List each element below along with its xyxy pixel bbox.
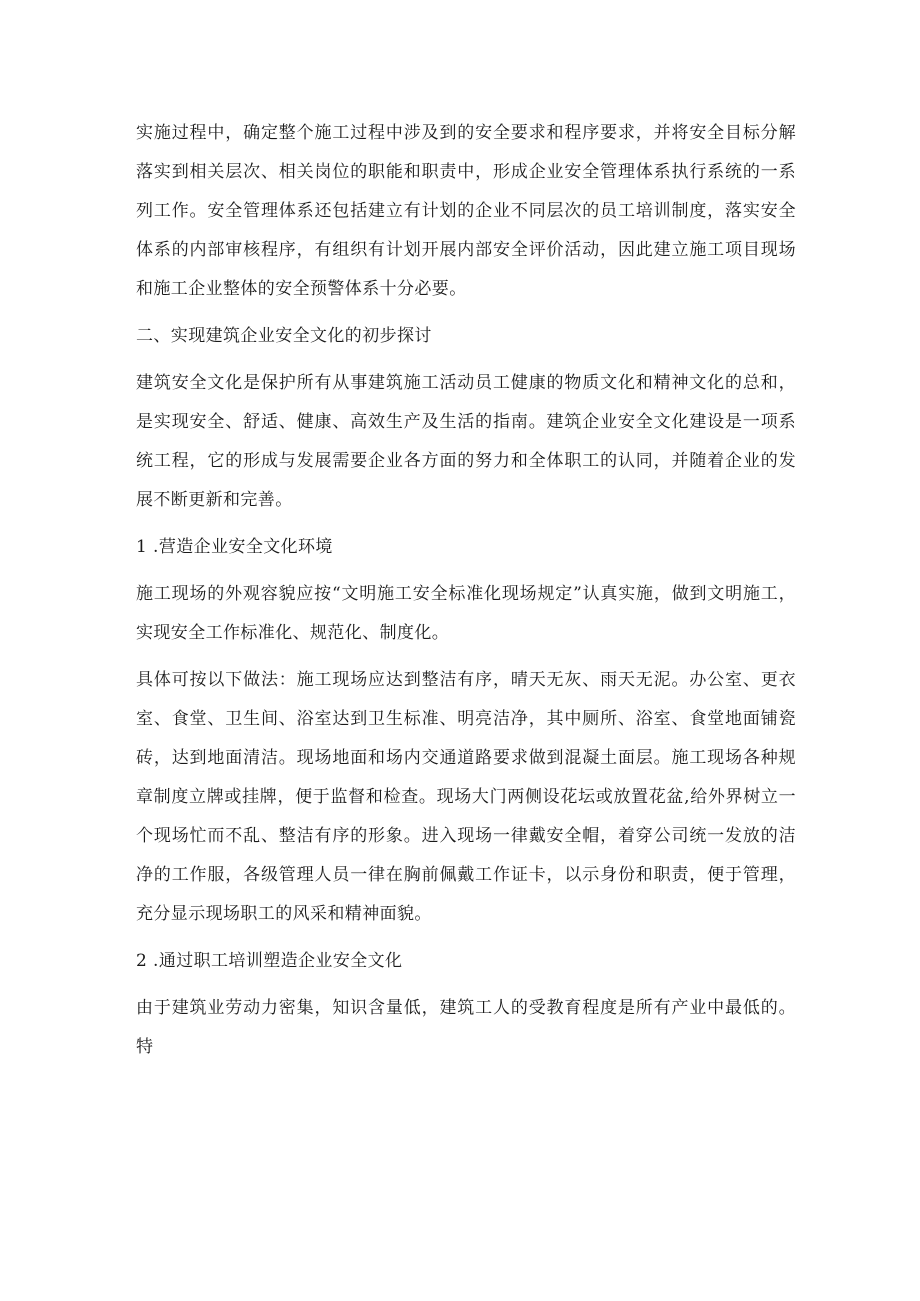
- section-heading-safety-culture: 二、实现建筑企业安全文化的初步探讨: [136, 326, 432, 346]
- subheading-training: 2 .通过职工培训塑造企业安全文化: [136, 951, 403, 971]
- paragraph-safety-system: 实施过程中，确定整个施工过程中涉及到的安全要求和程序要求，并将安全目标分解落实到相关层次、相关岗位的职能和职责中，形成企业安全管理体系执行系统的一系列工作。安全管理体系还包括建立有计划的企业不同层次的员工培训制度，落实安全体系的内部审核程序，有组织有计划开展内部安全评价活动，因此建立施工项目现场和施工企业整体的安全预警体系十分必要。: [136, 123, 796, 299]
- paragraph-culture-definition: 建筑安全文化是保护所有从事建筑施工活动员工健康的物质文化和精神文化的总和，是实现安全、舒适、健康、高效生产及生活的指南。建筑企业安全文化建设是一项系统工程，它的形成与发展需要企业各方面的努力和全体职工的认同，并随着企业的发展不断更新和完善。: [136, 373, 796, 510]
- subheading-environment: 1 .营造企业安全文化环境: [136, 537, 333, 557]
- paragraph-site-appearance: 施工现场的外观容貌应按“文明施工安全标准化现场规定”认真实施，做到文明施工，实现安全工作标准化、规范化、制度化。: [136, 584, 796, 643]
- paragraph-specific-measures: 具体可按以下做法：施工现场应达到整洁有序，晴天无灰、雨天无泥。办公室、更衣室、食堂、卫生间、浴室达到卫生标准、明亮洁净，其中厕所、浴室、食堂地面铺瓷砖，达到地面清洁。现场地面和场内交通道路要求做到混凝土面层。施工现场各种规章制度立牌或挂牌，便于监督和检查。现场大门两侧设花坛或放置花盆,给外界树立一个现场忙而不乱、整洁有序的形象。进入现场一律戴安全帽，着穿公司统一发放的洁净的工作服，各级管理人员一律在胸前佩戴工作证卡，以示身份和职责，便于管理，充分显示现场职工的风采和精神面貌。: [136, 670, 796, 924]
- paragraph-training-intro: 由于建筑业劳动力密集，知识含量低，建筑工人的受教育程度是所有产业中最低的。特: [136, 998, 796, 1057]
- document-body: [136, 114, 796, 1075]
